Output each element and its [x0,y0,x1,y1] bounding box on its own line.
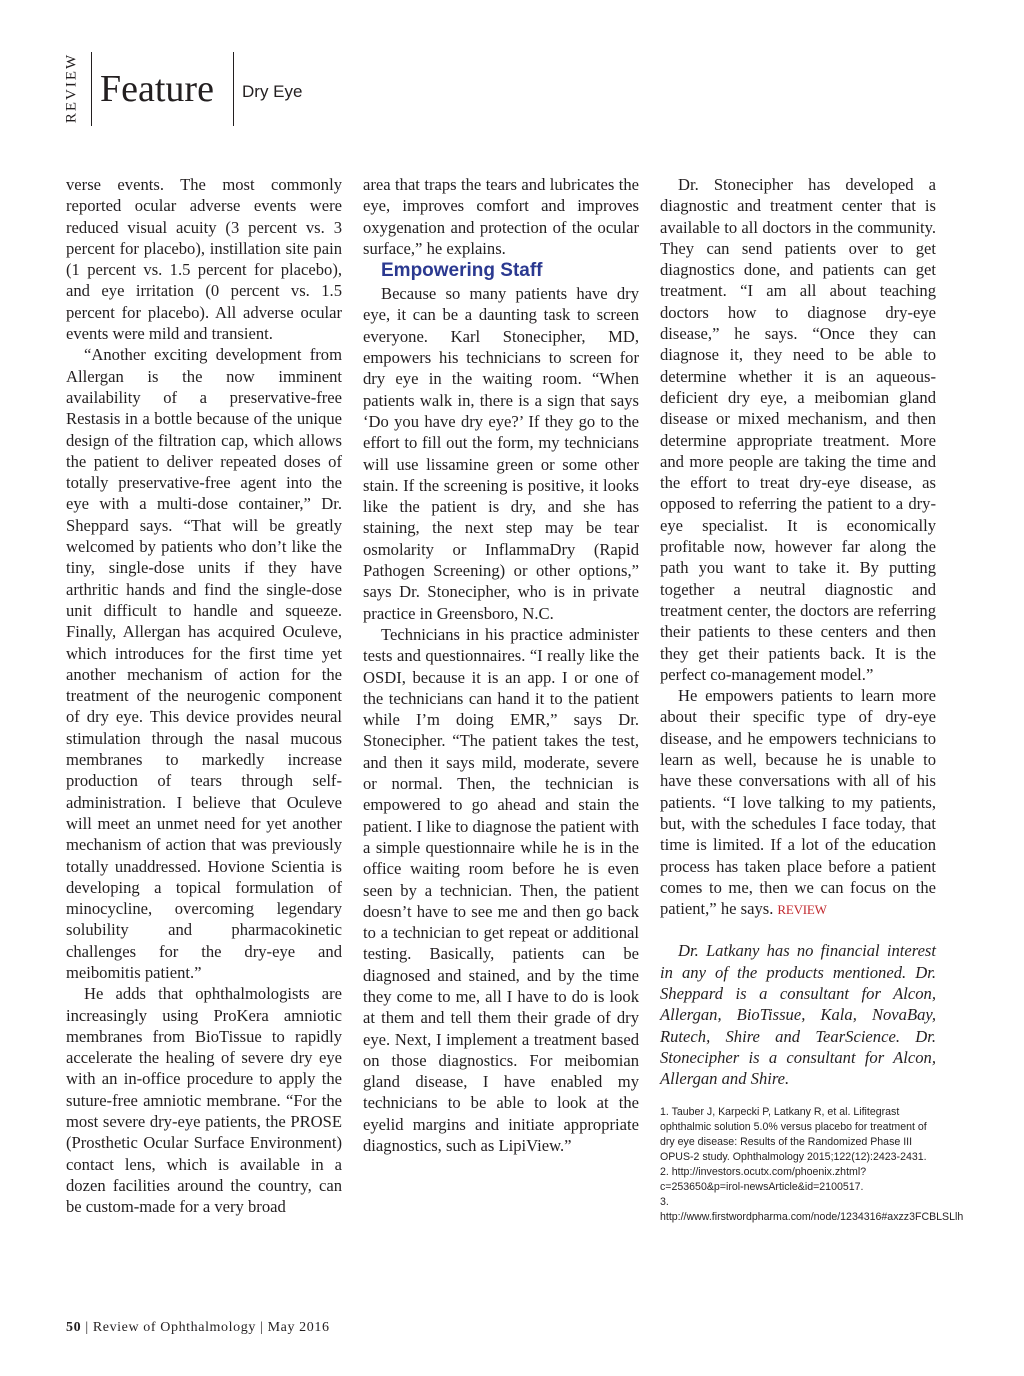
column-3 [660,174,964,1225]
references [660,1105,964,1225]
column-2 [363,174,639,1156]
section-label: Dry Eye [242,82,303,101]
page-footer [66,1320,330,1336]
paragraph: Technicians in his practice administer tests and questionnaires. “I really like the OSDI, because it is an app. I or one of the technicians can hand it to the patient while I’m doing EMR,” says Dr. Stonecipher. “The patient takes the test, and then it says mild, moderate, severe or normal. Then, the technician is empowered to go ahead and stain the patient. I like to diagnose the patient with a simple questionnaire while he is in the office waiting room before he is even seen by a technician. Then, the patient doesn’t have to see me and then go back to a technician to get repeat or additional testing. Basically, patients can be diagnosed and stained, and by the time they come to me, all I have to do is look at them and tell them their grade of dry eye. Next, I implement a treatment based on those diagnostics. For meibomian gland disease, I have enabled my technicians to be able to look at the eyelid margins and initiate appropriate diagnostics, such as LipiView.” [363,624,639,1156]
paragraph: He adds that ophthalmologists are increasingly using ProKera amniotic membranes from BioTissue to rapidly accelerate the healing of severe dry eye with an in-office procedure to apply the suture-free amniotic membrane. “For the most severe dry-eye patients, the PROSE (Prosthetic Ocular Surface Environment) contact lens, which is available in a dozen facilities around the country, can be custom-made for a very broad [66,984,342,1217]
subhead-empowering-staff: Empowering Staff [381,260,543,282]
paragraph: “Another exciting development from Allergan is the now imminent availability of a preservative-free Restasis in a bottle because of the unique design of the filtration cap, which allows the patient to deliver repeated doses of totally preservative-free agent into the eye with a multi-dose container,” Dr. Sheppard says. “That will be greatly welcomed by patients who don’t like the tiny, single-dose units if they have arthritic hands and find the single-dose unit difficult to handle and squeeze. Finally, Allergan has acquired Oculeve, which introduces for the first time yet another mechanism of action for the treatment of the neurogenic component of dry eye. This device provides neural stimulation through the nasal mucous membranes to markedly increase production of tears through self-administration. I believe that Oculeve will meet an unmet need for yet another mechanism of action that was previously totally unaddressed. Hovione Scientia is developing a topical formulation of minocycline, overcoming legendary solubility and pharmacokinetic challenges for the dry-eye and meibomitis patient.” [66,345,342,982]
paragraph: Dr. Stonecipher has developed a diagnostic and treatment center that is available to all doctors in the community. They can send patients over to get diagnostics done, and patients can get treatment. “I am all about teaching doctors how to diagnose dry-eye disease,” he says. “Once they can diagnose it, they need to be able to determine whether it is an aqueous-deficient dry eye, a meibomian gland disease or mixed mechanism, and then determine appropriate treatment. More and more people are taking the time and the effort to treat dry-eye disease, as opposed to referring the patient to a dry-eye specialist. It is economically profitable now, however far along the path you want to take it. By putting together a neutral diagnostic and treatment center, the doctors are referring their patients to these centers and then they get their patients back. It is the perfect co-management model.” [660,175,936,684]
paragraph: Because so many patients have dry eye, it can be a daunting task to screen everyone. Karl Stonecipher, MD, empowers his technicians to screen for dry eye in the waiting room. “When patients walk in, there is a sign that says ‘Do you have dry eye?’ If they go to the effort to fill out the form, my technicians will use lissamine green or some other stain. If the screening is positive, it looks like the patient is dry, and she has staining, the next step may be tear osmolarity or InflammaDry (Rapid Pathogen Screening) or other options,” says Dr. Stonecipher, who is in private practice in Greensboro, N.C. [363,284,639,623]
disclosure: Dr. Latkany has no financial interest in any of the products mentioned. Dr. Sheppard is a consultant for Alcon, Allergan, BioTissue, Kala, NovaBay, Rutech, Shire and TearScience. Dr. Stonecipher is a consultant for Alcon, Allergan and Shire. [660,941,936,1089]
reference-item: 3. http://www.firstwordpharma.com/node/1234316#axzz3FCBLSLlh [660,1196,964,1224]
paragraph-last [660,685,936,920]
review-label: REVIEW [63,52,80,124]
page-number: 50 [66,1320,82,1335]
feature-title: Feature [100,68,214,110]
review-vertical-label [60,48,84,128]
paragraph-text: He empowers patients to learn more about their specific type of dry-eye disease, and he empowers technicians to learn as well, because he is unable to have these conversations with all of his patients. “I love talking to my patients, but, with the schedules I face today, that time is limited. If a lot of the education process has taken place before a patient comes to me, then we can focus on the patient,” he says. [660,686,936,919]
reference-item: 1. Tauber J, Karpecki P, Latkany R, et al. Lifitegrast ophthalmic solution 5.0% versus placebo for treatment of dry eye disease: Results of the Randomized Phase III OPUS-2 study. Ophthalmology 2015;122(12):2423-2431. [660,1106,927,1164]
issue-date: May 2016 [267,1320,330,1335]
header-divider-right [233,52,234,126]
footer-separator: | [260,1320,264,1335]
footer-separator: | [85,1320,89,1335]
paragraph: area that traps the tears and lubricates the eye, improves comfort and improves oxygenation and protection of the ocular surface,” he explains. [363,175,639,258]
header-divider-left [91,52,92,126]
end-mark: REVIEW [777,902,827,918]
paragraph: verse events. The most commonly reported ocular adverse events were reduced visual acuity (3 percent vs. 3 percent for placebo), instillation site pain (1 percent vs. 1.5 percent for placebo), and eye irritation (0 percent vs. 1.5 percent for placebo). All adverse ocular events were mild and transient. [66,175,342,344]
column-1 [66,174,342,1218]
reference-item: 2. http://investors.ocutx.com/phoenix.zhtml?c=253650&p=irol-newsArticle&id=2100517. [660,1166,867,1194]
publication-name: Review of Ophthalmology [92,1320,256,1335]
